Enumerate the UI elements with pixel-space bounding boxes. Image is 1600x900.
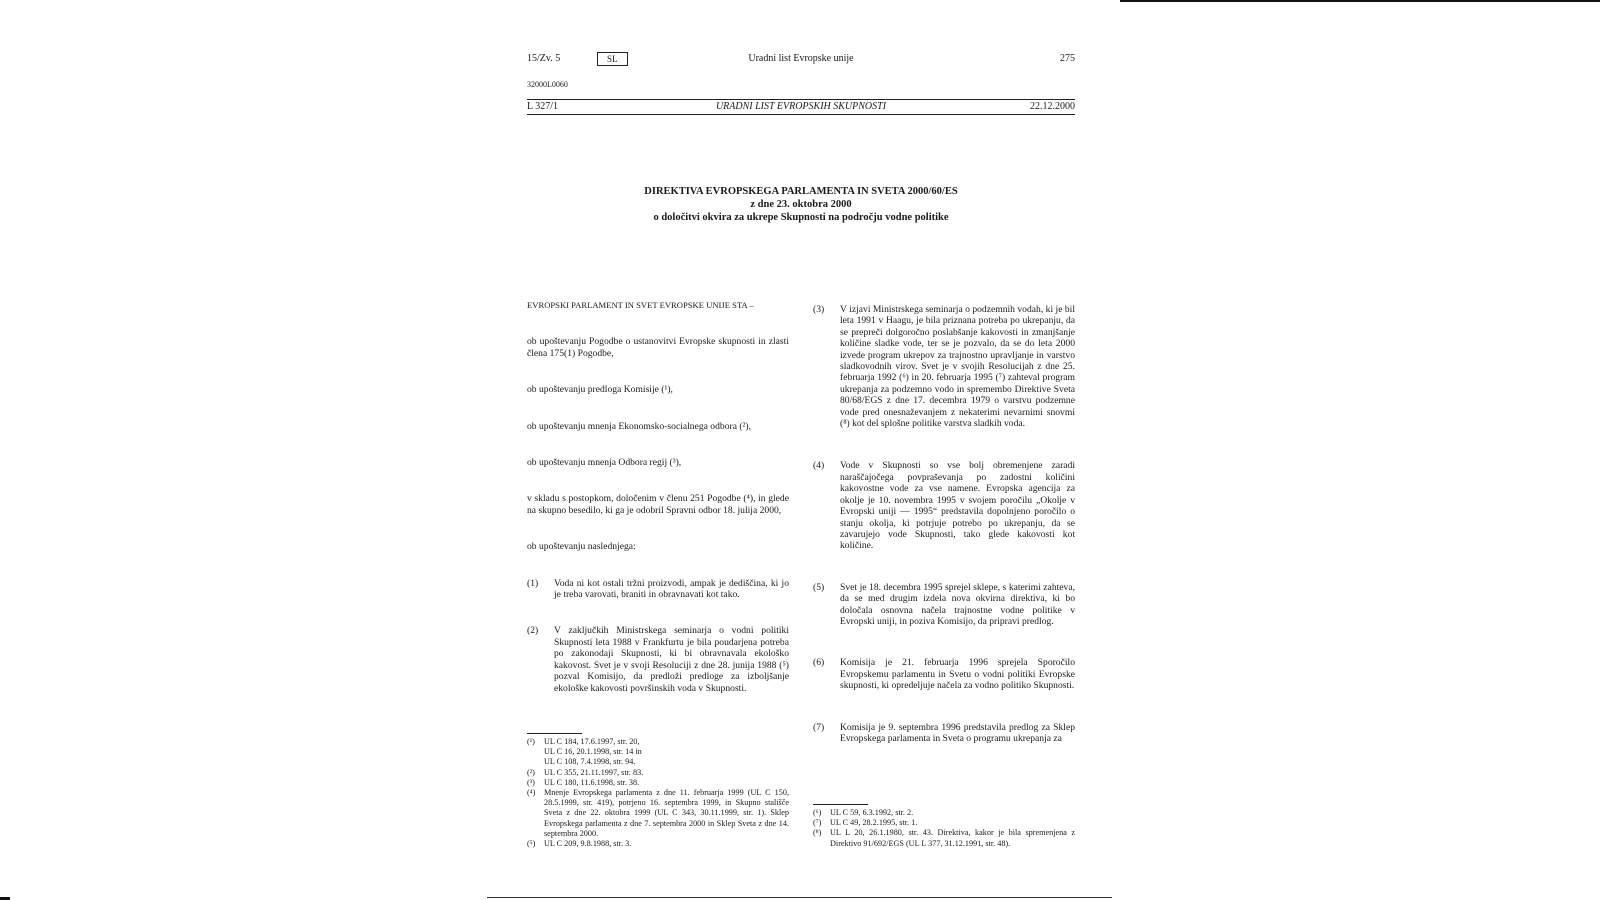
footnote-text: Mnenje Evropskega parlamenta z dne 11. februarja 1999 (UL C 150, 28.5.1999, str. 419), potrjeno 16. septembra 1999, in Skupno stališče Sveta z dne 22. oktobra 1999 (UL C 343, 30.11.1999, str. 1). Sklep Evropskega parlamenta z dne 7. septembra 2000 in Sklep Sveta z dne 14. septembra 2000. (544, 788, 789, 838)
footnote (527, 757, 789, 767)
celex-number: 32000L0060 (527, 80, 568, 89)
recital-number: (5) (813, 581, 825, 593)
original-date: 22.12.2000 (1030, 101, 1075, 112)
footnote (527, 788, 789, 839)
recital-number: (7) (813, 721, 825, 733)
citation: ob upoštevanju predloga Komisije (¹), (527, 384, 673, 396)
citation: v skladu s postopkom, določenim v členu 251 Pogodbe (⁴), in glede na skupno besedilo, ki ga je odobril Spravni odbor 18. julija 2000, (527, 493, 789, 516)
footnote-text: UL C 180, 11.6.1998, str. 38. (544, 777, 640, 787)
original-header (527, 99, 1075, 115)
title-line-1: DIREKTIVA EVROPSKEGA PARLAMENTA IN SVETA 2000/60/ES (644, 186, 958, 197)
title-line-2: z dne 23. oktobra 2000 (750, 199, 852, 210)
footnote-text: UL C 355, 21.11.1997, str. 83. (544, 767, 644, 777)
recital-text: Komisija je 21. februarja 1996 sprejela Sporočilo Evropskemu parlamentu in Svetu o vodni politiki Evropske skupnosti, ki opredeljuje načela za vodno politiko Skupnosti. (840, 657, 1075, 692)
recital-number: (6) (813, 657, 825, 669)
footnote-mark: (⁵) (527, 839, 536, 849)
footnote-mark (527, 757, 544, 767)
footnote-mark: (²) (527, 767, 535, 777)
recital (813, 722, 1075, 745)
recital (813, 582, 1075, 628)
preamble: EVROPSKI PARLAMENT IN SVET EVROPSKE UNIJE STA – (527, 300, 754, 310)
left-column (527, 300, 789, 694)
footnote-text: UL C 59, 6.3.1992, str. 2. (830, 808, 914, 817)
recital (527, 625, 789, 693)
footnote-mark (527, 747, 544, 757)
footnote-mark: (⁴) (527, 788, 536, 798)
recital (527, 578, 789, 601)
footnote-mark: (⁶) (813, 808, 822, 817)
recital-number: (4) (813, 460, 825, 472)
footnote-mark: (⁸) (813, 828, 822, 838)
citation: ob upoštevanju mnenja Ekonomsko-socialnega odbora (²), (527, 420, 752, 432)
right-footnotes (813, 804, 1075, 849)
footnote-text: UL C 184, 17.6.1997, str. 20, (544, 737, 640, 746)
footnote-text: UL C 209, 9.8.1988, str. 3. (544, 839, 632, 849)
language-box: SL (597, 52, 628, 66)
footnote (527, 737, 789, 747)
footnote-mark: (³) (527, 777, 535, 787)
footnote (527, 747, 789, 757)
title-line-3: o določitvi okvira za ukrepe Skupnosti na področju vodne politike (653, 212, 949, 223)
footnote (527, 839, 789, 849)
citation: ob upoštevanju Pogodbe o ustanovitvi Evropske skupnosti in zlasti člena 175(1) Pogodbe, (527, 336, 789, 359)
footnote-rule (813, 804, 868, 805)
top-edge-rule (1120, 0, 1600, 2)
running-header (527, 53, 1075, 67)
right-column (813, 304, 1075, 744)
document-page (527, 50, 1075, 880)
footnote-mark: (⁷) (813, 818, 822, 828)
footnote (813, 808, 1075, 818)
recital (813, 304, 1075, 429)
journal-title: Uradni list Evropske unije (748, 53, 854, 64)
footnote-text: UL C 16, 20.1.1998, str. 14 in (544, 747, 642, 757)
footnote-rule (527, 733, 582, 734)
original-journal: URADNI LIST EVROPSKIH SKUPNOSTI (715, 101, 887, 112)
footnote (527, 768, 789, 778)
original-reference: L 327/1 (527, 101, 559, 112)
citation: ob upoštevanju mnenja Odbora regij (³), (527, 457, 682, 469)
footnote-text: UL C 108, 7.4.1998, str. 94. (544, 757, 636, 767)
page-number: 275 (1060, 53, 1075, 64)
recital-text: V izjavi Ministrskega seminarja o podzemnih vodah, ki je bil leta 1991 v Haagu, je bila priznana potreba po ukrepanju, da se prepreči dolgoročno poslabšanje kakovosti in zmanjšanje količine sladke vode, ter se je pozvalo, da se do leta 2000 izvede program ukrepov za trajnostno upravljanje in varstvo sladkovodnih virov. Svet je v svojih Resolucijah z dne 25. februarja 1992 (⁶) in 20. februarja 1995 (⁷) zahteval program ukrepanja za podzemno vodo in spremembo Direktive Sveta 80/68/EGS z dne 17. decembra 1979 o varstvu podzemne vode pred onesnaževanjem z nekaterimi nevarnimi snovmi (⁸) kot del splošne politike varstva sladkih voda. (840, 304, 1075, 430)
recital (813, 460, 1075, 551)
footnote-text: UL L 20, 26.1.1980, str. 43. Direktiva, kakor je bila spremenjena z Direktivo 91/692/EGS (UL L 377, 31.12.1991, str. 48). (830, 828, 1075, 848)
left-footnotes (527, 733, 789, 849)
recital-text: V zaključkih Ministrskega seminarja o vodni politiki Skupnosti leta 1988 v Frankfurtu je bila poudarjena potreba po zakonodaji Skupnosti, ki bi obravnavala ekološko kakovost. Svet je v svoji Resoluciji z dne 28. junija 1988 (⁵) pozval Komisijo, da predloži predloge za izboljšanje ekološke kakovosti površinskih voda v Skupnosti. (554, 625, 789, 694)
recital-number: (1) (527, 577, 539, 589)
footnote-mark: (¹) (527, 737, 535, 746)
bottom-edge-rule (487, 897, 1112, 898)
citation: ob upoštevanju naslednjega: (527, 541, 636, 553)
document-title (527, 185, 1075, 224)
recital-number: (2) (527, 625, 539, 637)
footnote (813, 828, 1075, 848)
volume-label: 15/Zv. 5 (527, 53, 561, 64)
recital-text: Svet je 18. decembra 1995 sprejel sklepe, s katerimi zahteva, da se med drugim izdela nova okvirna direktiva, ki bo določala osnovna načela trajnostne vodne politike v Evropski uniji, in poziva Komisijo, da pripravi predlog. (840, 581, 1075, 627)
footnote (813, 818, 1075, 828)
footnote-text: UL C 49, 28.2.1995, str. 1. (830, 818, 918, 828)
footnote (527, 778, 789, 788)
recital-text: Voda ni kot ostali tržni proizvodi, ampak je dediščina, ki jo je treba varovati, braniti in obravnavati kot tako. (554, 577, 789, 601)
recital-number: (3) (813, 304, 825, 315)
recital (813, 657, 1075, 691)
recital-text: Komisija je 9. septembra 1996 predstavila predlog za Sklep Evropskega parlamenta in Sveta o programu ukrepanja za (840, 721, 1075, 744)
recital-text: Vode v Skupnosti so vse bolj obremenjene zaradi naraščajočega povpraševanja po zadostni količini kakovostne vode za vse namene. Evropska agencija za okolje je 10. novembra 1995 v svojem poročilu „Okolje v Evropski uniji — 1995“ predstavila dopolnjeno poročilo o stanju okolja, ki potrjuje potrebo po ukrepanju, da se zavarujejo vode Skupnosti, tako glede kakovosti kot količine. (840, 460, 1075, 552)
